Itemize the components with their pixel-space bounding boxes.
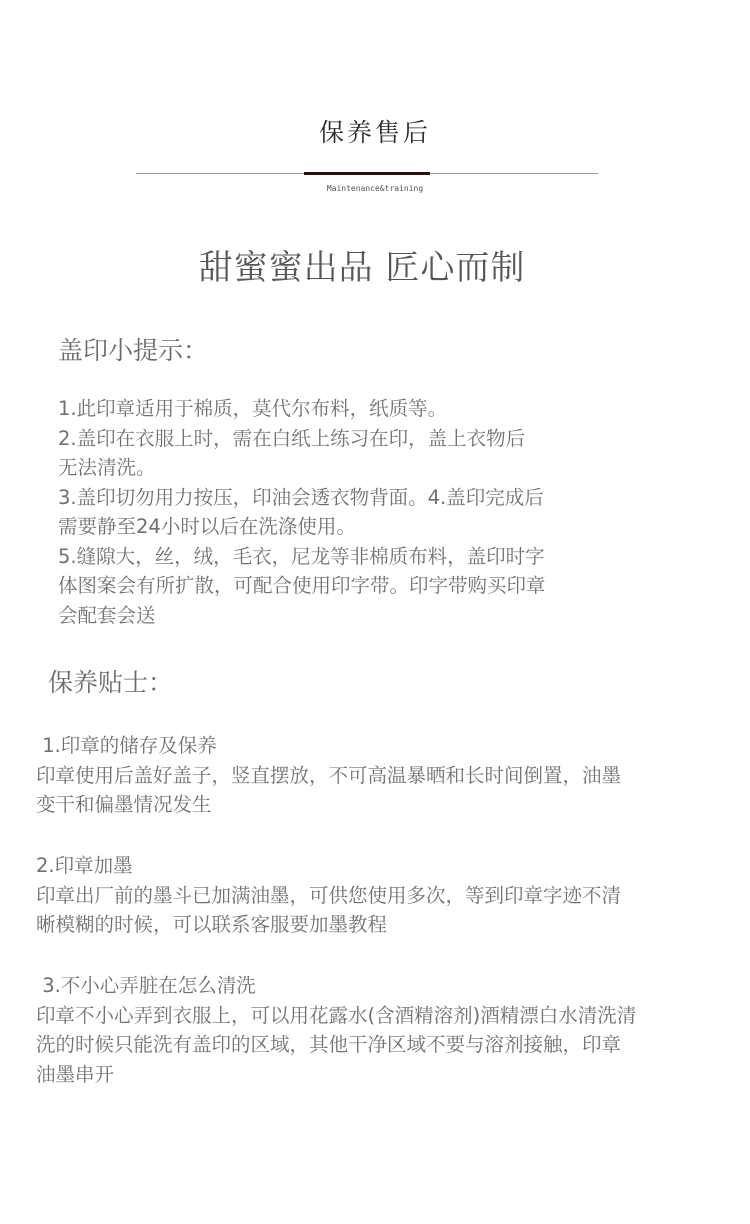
tip-line: 会配套会送 (58, 603, 156, 627)
care-item-title: 3.不小心弄脏在怎么清洗 (36, 974, 256, 997)
care-item-line: 印章不小心弄到衣服上，可以用花露水(含酒精溶剂)酒精漂白水清洗清 (36, 1003, 637, 1027)
care-item-line: 洗的时候只能洗有盖印的区域，其他干净区域不要与溶剂接触，印章 (36, 1033, 622, 1056)
tip-line: 体图案会有所扩散，可配合使用印字带。印字带购买印章 (58, 574, 546, 597)
header-divider-accent (304, 172, 430, 175)
care-item-refill (36, 851, 621, 940)
care-item-cleaning (36, 971, 636, 1089)
care-item-title: 2.印章加墨 (36, 854, 133, 877)
tip-line: 需要静至24小时以后在洗涤使用。 (58, 515, 356, 538)
tip-line: 2.盖印在衣服上时，需在白纸上练习在印，盖上衣物后 (58, 426, 526, 450)
care-item-line: 印章使用后盖好盖子，竖直摆放，不可高温暴晒和长时间倒置，油墨 (36, 763, 622, 787)
care-item-line: 油墨串开 (36, 1062, 115, 1086)
care-item-storage (36, 731, 621, 820)
header-title: 保养售后 (318, 118, 431, 147)
tip-line: 无法清洗。 (58, 456, 156, 479)
header-subtitle: Maintenance&training (326, 184, 424, 193)
care-item-line: 晰模糊的时候，可以联系客服要加墨教程 (36, 913, 388, 936)
care-item-title: 1.印章的储存及保养 (36, 734, 217, 757)
care-tips-heading: 保养贴士： (48, 668, 174, 697)
tip-line: 3.盖印切勿用力按压，印油会透衣物背面。4.盖印完成后 (58, 485, 544, 509)
stamping-tips-block (58, 394, 546, 630)
tip-line: 5.缝隙大，丝，绒，毛衣，尼龙等非棉质布料，盖印时字 (58, 544, 545, 568)
slogan: 甜蜜蜜出品 匠心而制 (198, 248, 526, 288)
care-item-line: 变干和偏墨情况发生 (36, 793, 212, 816)
care-item-line: 印章出厂前的墨斗已加满油墨，可供您使用多次，等到印章字迹不清 (36, 883, 622, 907)
tip-line: 1.此印章适用于棉质，莫代尔布料，纸质等。 (58, 397, 448, 420)
stamping-tips-heading: 盖印小提示： (58, 336, 209, 365)
